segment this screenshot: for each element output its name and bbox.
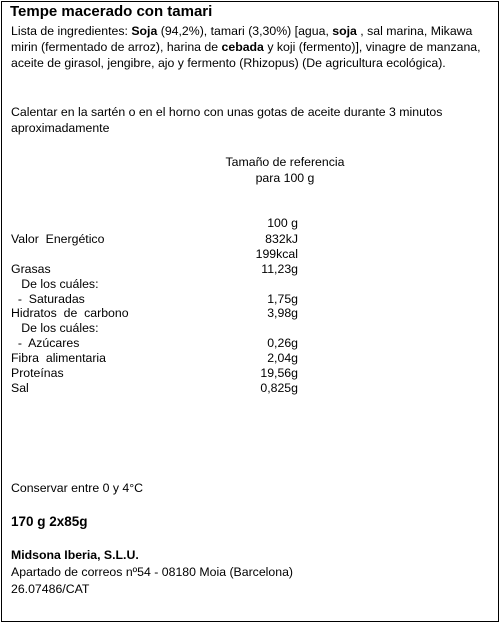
nutrition-label: - Azúcares (11, 336, 80, 350)
company-address: Apartado de correos nº54 - 08180 Moia (Barcelona) (11, 565, 294, 579)
net-weight: 170 g 2x85g (11, 514, 88, 529)
nutrition-value: 0,26g (267, 336, 298, 350)
nutrition-label: De los cuáles: (11, 321, 99, 335)
nutrition-value: 11,23g (261, 262, 298, 276)
ingredients-part: (94,2%), tamari (3,30%) [agua, (157, 24, 333, 38)
product-label (1, 1, 499, 622)
nutrition-label: Sal (11, 381, 29, 395)
storage-instructions: Conservar entre 0 y 4°C (11, 481, 144, 495)
cooking-instructions: Calentar en la sartén o en el horno con unas gotas de aceite durante 3 minutos aproximadamente (11, 105, 443, 135)
nutrition-value: 1,75g (267, 292, 298, 306)
nutrition-label: Proteínas (11, 366, 64, 380)
per-100g-header: 100 g (267, 216, 298, 230)
ingredients-intro: Lista de ingredientes: (11, 24, 132, 38)
reference-line: Tamaño de referencia (225, 155, 345, 169)
company-name: Midsona Iberia, S.L.U. (11, 548, 139, 562)
nutrition-label: Hidratos de carbono (11, 306, 129, 320)
nutrition-value: 0,825g (260, 381, 298, 395)
allergen-cebada: cebada (221, 40, 264, 54)
allergen-soja: Soja (131, 24, 158, 38)
nutrition-value: 2,04g (267, 351, 298, 365)
nutrition-label: Fibra alimentaria (11, 351, 106, 365)
ingredients-list (11, 23, 489, 71)
nutrition-value: 199kcal (255, 247, 298, 261)
nutrition-label: - Saturadas (11, 292, 85, 306)
nutrition-label: Valor Energético (11, 232, 105, 246)
allergen-soja: soja (332, 24, 357, 38)
reference-line: para 100 g (255, 171, 315, 185)
nutrition-value: 832kJ (265, 232, 298, 246)
reference-size (202, 154, 368, 186)
nutrition-label: De los cuáles: (11, 277, 99, 291)
ingredients-part: , sal marina, Mikawa mirin (fermentado de arroz), harina de (11, 24, 473, 54)
product-title: Tempe macerado con tamari (10, 3, 213, 20)
nutrition-value: 19,56g (260, 366, 298, 380)
nutrition-label: Grasas (11, 262, 51, 276)
ingredients-part: y koji (fermento)], vinagre de manzana, aceite de girasol, jengibre, ajo y fermento (Rhizopus) (De agricultura ecológica). (11, 40, 481, 70)
nutrition-value: 3,98g (267, 306, 298, 320)
registry-code: 26.07486/CAT (11, 582, 90, 596)
